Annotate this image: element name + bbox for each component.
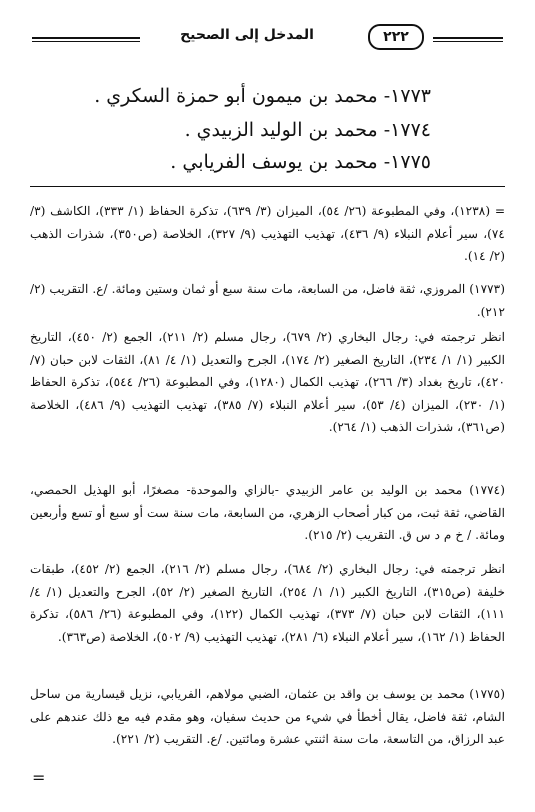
header-rule (32, 37, 140, 39)
page-number: ٢٢٢ (368, 24, 424, 50)
footnote-1775: (١٧٧٥) محمد بن يوسف بن واقد بن عثمان، الضبي مولاهم، الفريابي، نزيل قيسارية من ساحل الشام، ثقة فاضل، يقال أخطأ في شيء من حديث سفيان، وهو مقدم فيه مع ذلك عندهم على عبد الرزاق، من التاسعة، مات سنة اثنتي عشرة ومائتين. /ع. التقريب (٢/ ٢٢١). (30, 687, 505, 746)
footnote-separator (30, 186, 505, 187)
footnote-continued: = (١٢٣٨)، وفي المطبوعة (٢٦/ ٥٤)، الميزان (٣/ ٦٣٩)، تذكرة الحفاظ (١/ ٣٣٣)، الكاشف (٣/ ٧٤)، سير أعلام النبلاء (٩/ ٤٣٦)، تهذيب التهذيب (٩/ ٣٢٧)، الخلاصة (ص٣٥٠)، شذرات الذهب (٢/ ١٤). (30, 204, 506, 263)
continuation-mark: = (32, 768, 46, 787)
header-rule (32, 41, 140, 42)
header-rule (433, 37, 503, 39)
entry-1775: ١٧٧٥- محمد بن يوسف الفريابي . (170, 151, 431, 173)
footnote-1774-sources: انظر ترجمته في: رجال البخاري (٢/ ٦٨٤)، رجال مسلم (٢/ ٢١٦)، الجمع (٢/ ٤٥٢)، طبقات خليفة (ص٣١٥)، التاريخ الكبير (١/ ١/ ٢٥٤)، التاريخ الصغير (٢/ ٥٢)، الجرح والتعديل (١/ ٤/ ١١١)، الثقات لابن حبان (٧/ ٣٧٣)، تهذيب الكمال (١٢٢)، وفي المطبوعة (٢٦/ ٥٨٦)، تذكرة الحفاظ (١/ ١٦٢)، سير أعلام النبلاء (٦/ ٢٨١)، تهذيب التهذيب (٩/ ٥٠٢)، الخلاصة (ص٣٦٣). (30, 562, 506, 644)
entry-1773: ١٧٧٣- محمد بن ميمون أبو حمزة السكري . (94, 85, 431, 107)
footnote-1773: (١٧٧٣) المروزي، ثقة فاضل، من السابعة، مات سنة سبع أو ثمان وستين ومائة. /ع. التقريب (٢/ ٢١٢). (30, 282, 505, 319)
header-rule (433, 41, 503, 42)
entry-1774: ١٧٧٤- محمد بن الوليد الزبيدي . (184, 119, 431, 141)
footnote-1773-sources: انظر ترجمته في: رجال البخاري (٢/ ٦٧٩)، رجال مسلم (٢/ ٢١١)، الجمع (٢/ ٤٥٠)، التاريخ الكبير (١/ ١/ ٢٣٤)، التاريخ الصغير (٢/ ١٧٤)، الجرح والتعديل (١/ ٤/ ٨١)، الثقات لابن حبان (٧/ ٤٢٠)، تاريخ بغداد (٣/ ٢٦٦)، تهذيب الكمال (١٢٨٠)، وفي المطبوعة (٢٦/ ٥٤٤)، تذكرة الحفاظ (١/ ٢٣٠)، الميزان (٤/ ٥٣)، سير أعلام النبلاء (٧/ ٣٨٥)، تهذيب التهذيب (٩/ ٤٨٦)، الخلاصة (ص٣٦١)، شذرات الذهب (١/ ٢٦٤). (30, 330, 506, 434)
footnote-1774: (١٧٧٤) محمد بن الوليد بن عامر الزبيدي -بالزاي والموحدة- مصغرًا، أبو الهذيل الحمصي، القاضي، ثقة ثبت، من كبار أصحاب الزهري، من السابعة، مات سنة ست أو سبع أو تسع وأربعين ومائة. / خ م د س ق. التقريب (٢/ ٢١٥). (30, 483, 505, 542)
running-header-title: المدخل إلى الصحيح (180, 27, 314, 43)
